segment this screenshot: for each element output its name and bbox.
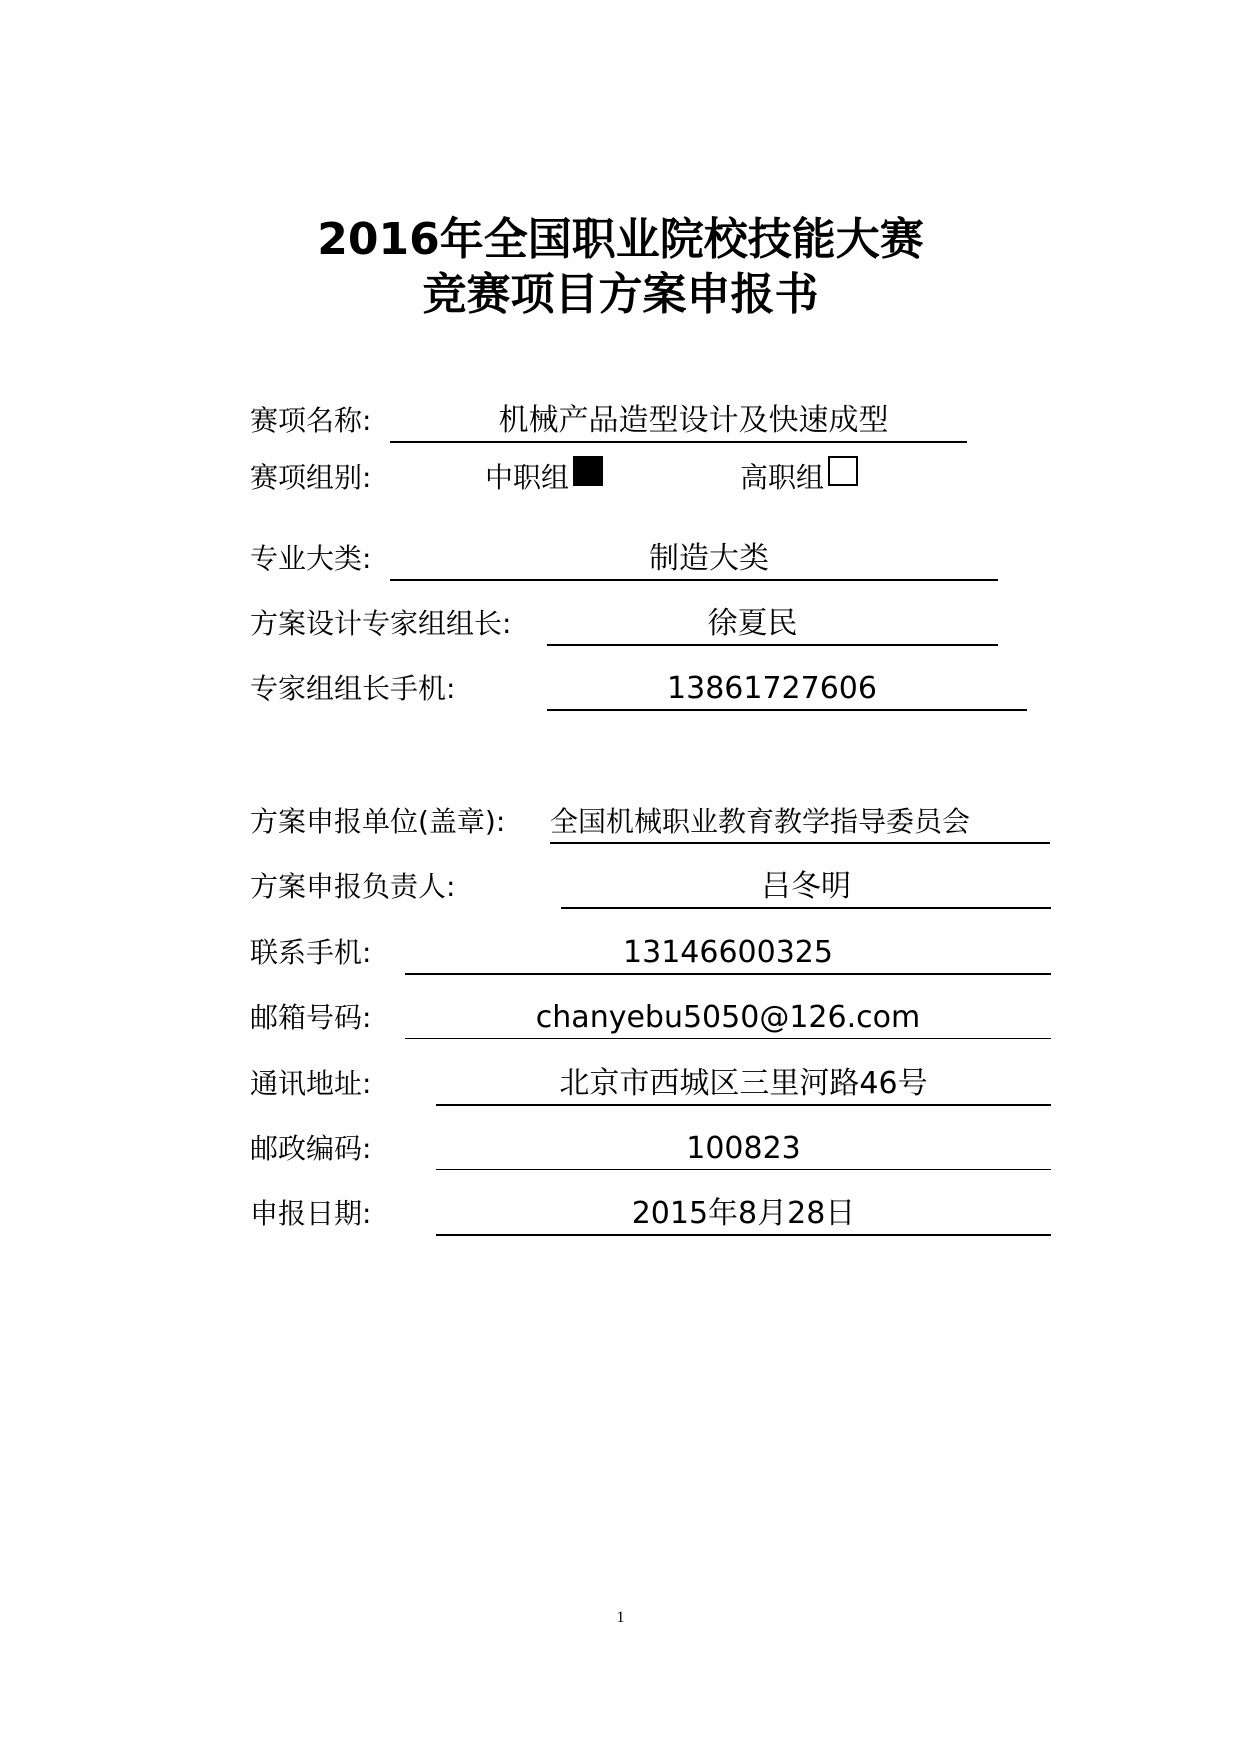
application-date-label: 申报日期: [250, 1197, 372, 1230]
major-category-label: 专业大类: [250, 542, 372, 575]
option-secondary-vocational-label: 中职组 [485, 461, 570, 494]
applicant-unit-value: 全国机械职业教育教学指导委员会 [550, 805, 971, 838]
applicant-unit-label: 方案申报单位(盖章): [250, 805, 506, 838]
postal-code-label: 邮政编码: [250, 1132, 372, 1165]
contact-phone-value: 13146600325 [623, 935, 833, 970]
leader-phone-label: 专家组组长手机: [250, 672, 456, 705]
event-name-value: 机械产品造型设计及快速成型 [498, 403, 889, 438]
page-number: 1 [616, 1609, 625, 1626]
document-title-line-1: 2016年全国职业院校技能大赛 [317, 214, 924, 265]
expert-group-leader-field[interactable] [547, 606, 998, 646]
responsible-person-value: 吕冬明 [761, 869, 851, 904]
contact-phone-field[interactable] [405, 935, 1051, 975]
major-category-value: 制造大类 [649, 541, 769, 576]
responsible-person-label: 方案申报负责人: [250, 870, 456, 903]
applicant-unit-field[interactable] [550, 804, 1050, 844]
expert-group-leader-value: 徐夏民 [707, 606, 798, 641]
address-value: 北京市西城区三里河路46号 [559, 1066, 928, 1101]
expert-group-leader-label: 方案设计专家组组长: [250, 607, 512, 640]
option-higher-vocational[interactable] [740, 460, 858, 496]
address-field[interactable] [436, 1066, 1051, 1106]
option-secondary-vocational[interactable] [485, 460, 603, 496]
application-date-field[interactable] [436, 1196, 1051, 1236]
email-label: 邮箱号码: [250, 1001, 372, 1034]
postal-code-value: 100823 [686, 1131, 801, 1166]
option-higher-vocational-label: 高职组 [740, 461, 825, 494]
contact-phone-label: 联系手机: [250, 936, 372, 969]
responsible-person-field[interactable] [561, 869, 1051, 909]
postal-code-field[interactable] [436, 1131, 1051, 1170]
event-name-field[interactable] [390, 403, 967, 443]
empty-checkbox-icon[interactable] [828, 456, 858, 486]
leader-phone-value: 13861727606 [667, 671, 877, 706]
email-value: chanyebu5050@126.com [535, 1000, 921, 1035]
address-label: 通讯地址: [250, 1067, 372, 1100]
event-group-label: 赛项组别: [250, 461, 372, 494]
email-field[interactable] [405, 1000, 1051, 1039]
filled-checkbox-icon[interactable] [573, 456, 603, 486]
leader-phone-field[interactable] [547, 671, 1027, 711]
major-category-field[interactable] [390, 541, 998, 581]
document-title-line-2: 竞赛项目方案申报书 [422, 269, 819, 320]
application-date-value: 2015年8月28日 [631, 1196, 856, 1231]
event-name-label: 赛项名称: [250, 404, 372, 437]
